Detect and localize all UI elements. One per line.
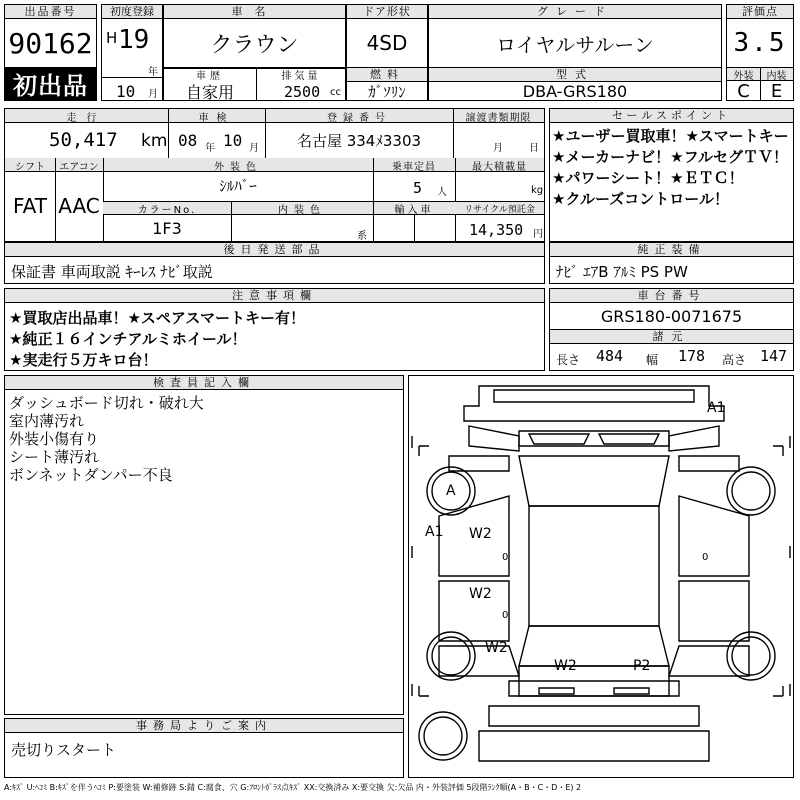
shift: FAT	[12, 194, 47, 218]
car-diagram	[408, 375, 794, 778]
exterior-score: C	[737, 80, 750, 102]
first-reg-box	[101, 4, 163, 101]
recycle-unit: 円	[533, 229, 543, 240]
recycle: 14,350	[469, 221, 524, 239]
mileage: 50,417	[49, 129, 118, 151]
sales-point-line: ★メーカーナビ！★フルセグＴＶ！	[552, 148, 788, 166]
door-label: ドア形状	[347, 5, 427, 19]
damage-mark-w2-front-door: W2	[469, 526, 492, 542]
grade-box	[428, 4, 722, 101]
import-label: 輸入車	[394, 204, 434, 216]
door-type: 4SD	[366, 31, 408, 55]
lot-box	[4, 4, 97, 101]
reg-no: 名古屋 334ﾒ3303	[296, 131, 422, 150]
inspector-label: 検査員記入欄	[5, 376, 403, 390]
first-listing-badge: 初出品	[5, 67, 96, 100]
model: DBA-GRS180	[522, 81, 628, 101]
height: 147	[760, 347, 788, 365]
later-parts: 保証書 車両取説 ｷｰﾚｽ ﾅﾋﾞ取説	[11, 263, 213, 281]
int-color-label: 内装色	[278, 204, 326, 216]
fuel: ｶﾞｿﾘﾝ	[368, 82, 406, 101]
damage-mark-a1-front: A1	[707, 400, 726, 416]
displacement-unit: cc	[330, 87, 341, 98]
score-box	[726, 4, 794, 101]
capacity-label: 乗車定員	[392, 161, 436, 173]
first-reg-year-unit: 年	[148, 67, 158, 78]
history-label: 車歴	[196, 70, 224, 82]
car-name-box	[163, 4, 346, 101]
sales-point-line: ★パワーシート！★ＥＴＣ！	[552, 169, 744, 187]
damage-mark-zero-3: 0	[702, 552, 709, 563]
height-label: 高さ	[722, 353, 747, 367]
load-unit: kg	[531, 185, 544, 196]
damage-mark-zero-1: 0	[502, 552, 509, 563]
load-label: 最大積載量	[472, 161, 527, 173]
transfer-month-unit: 月	[493, 143, 503, 154]
chassis-box	[549, 288, 794, 371]
first-reg-label: 初度登録	[102, 5, 162, 19]
chassis-number: GRS180-0071675	[600, 306, 743, 326]
inspector-note-line: 外装小傷有り	[9, 430, 100, 448]
fuel-label: 燃料	[347, 67, 427, 82]
info-grid	[4, 108, 545, 242]
damage-mark-a-wheel: A	[446, 483, 456, 499]
first-reg-month-unit: 月	[148, 89, 158, 100]
damage-mark-w2-trunk: W2	[554, 658, 577, 674]
inspector-list	[5, 390, 403, 484]
damage-mark-zero-2: 0	[502, 610, 509, 621]
inspection-year: 08	[178, 131, 198, 150]
equipment-box	[549, 242, 794, 284]
history: 自家用	[185, 82, 234, 102]
length-label: 長さ	[556, 353, 581, 367]
legend: A:ｷｽﾞ U:ﾍｺﾐ B:ｷｽﾞを伴うﾍｺﾐ P:要塗装 W:補修跡 S:錆 C:腐食、穴 G:ﾌﾛﾝﾄｶﾞﾗｽ点ｷｽﾞ XX:交換済み X:要交換 欠:欠品 内・外装評価 5段階ﾗﾝｸ順(A・B・C・D・E) 2	[4, 783, 582, 792]
grade-label: グレード	[429, 5, 721, 19]
color-no-label: カラーNo.	[137, 204, 197, 216]
exterior-label: 外装	[733, 70, 754, 82]
lot-number: 90162	[8, 26, 93, 60]
inspection-label: 車検	[198, 112, 235, 124]
first-reg-year: 19	[118, 25, 150, 55]
notes-box	[4, 288, 545, 371]
mileage-label: 走行	[66, 112, 107, 124]
interior-label: 内装	[766, 70, 787, 82]
displacement: 2500	[284, 83, 321, 101]
lot-label: 出品番号	[5, 5, 96, 19]
score-label: 評価点	[727, 5, 793, 19]
width-label: 幅	[646, 353, 659, 367]
transfer-label: 譲渡書類期限	[465, 112, 532, 124]
grade: ロイヤルサルーン	[496, 32, 654, 57]
damage-mark-a1-side: A1	[425, 524, 444, 540]
displacement-label: 排気量	[281, 70, 321, 82]
width: 178	[678, 347, 706, 365]
recycle-label: リサイクル預託金	[464, 204, 535, 215]
damage-mark-w2-rear-door: W2	[469, 586, 492, 602]
int-color-unit: 系	[357, 231, 367, 242]
notes-list	[5, 303, 544, 371]
length: 484	[596, 347, 624, 365]
later-parts-label: 後日発送部品	[5, 243, 544, 257]
color-no: 1F3	[152, 218, 182, 238]
inspector-note-line: シート薄汚れ	[9, 448, 100, 466]
inspection-year-unit: 年	[205, 143, 215, 154]
office-box	[4, 718, 404, 778]
inspection-month: 10	[223, 131, 243, 150]
notes-label: 注意事項欄	[5, 289, 544, 303]
model-label: 型式	[429, 67, 721, 82]
chassis-label: 車台番号	[550, 289, 793, 303]
office-notice: 売切りスタート	[11, 741, 117, 759]
sales-points-label: セールスポイント	[550, 109, 793, 123]
damage-mark-p2-trunk: P2	[633, 658, 651, 674]
damage-mark-w2-rear-fender: W2	[485, 640, 508, 656]
sales-point-line: ★クルーズコントロール！	[552, 190, 729, 208]
inspector-note-line: ダッシュボード切れ・破れ大	[9, 394, 204, 412]
note-line: ★買取店出品車！★スペアスマートキー有！	[9, 309, 305, 327]
inspection-month-unit: 月	[249, 143, 259, 154]
ac-label: エアコン	[59, 161, 99, 173]
equipment: ﾅﾋﾞ ｴｱB ｱﾙﾐ PS PW	[556, 263, 688, 281]
note-line: ★実走行５万キロ台！	[9, 351, 158, 369]
first-reg-month: 10	[116, 82, 136, 101]
inspector-note-line: ボンネットダンパー不良	[9, 466, 173, 484]
office-label: 事務局よりご案内	[5, 719, 403, 733]
capacity: 5	[413, 179, 423, 197]
ac: AAC	[58, 194, 100, 218]
sales-points-list	[550, 123, 793, 210]
transfer-day-unit: 日	[529, 143, 539, 154]
ext-color-label: 外装色	[214, 161, 262, 173]
reg-no-label: 登録番号	[327, 112, 391, 124]
mileage-unit: km	[141, 131, 168, 151]
later-parts-box	[4, 242, 545, 284]
ext-color: ｼﾙﾊﾞｰ	[219, 176, 257, 195]
note-line: ★純正１６インチアルミホイール！	[9, 330, 247, 348]
dims-label: 諸元	[550, 329, 793, 344]
shift-label: シフト	[15, 161, 45, 173]
car-outline-diagram	[409, 376, 793, 777]
interior-score: E	[770, 80, 783, 102]
score: 3.5	[733, 28, 787, 58]
equipment-label: 純正装備	[550, 243, 793, 257]
inspector-box	[4, 375, 404, 715]
car-name-label: 車名	[164, 5, 345, 19]
inspector-note-line: 室内薄汚れ	[9, 412, 85, 430]
car-name: クラウン	[210, 32, 299, 58]
door-box	[346, 4, 428, 101]
sales-point-line: ★ユーザー買取車！★スマートキー	[552, 127, 789, 145]
capacity-unit: 人	[437, 187, 447, 198]
sales-points-box	[549, 108, 794, 242]
first-reg-era: H	[106, 29, 118, 47]
